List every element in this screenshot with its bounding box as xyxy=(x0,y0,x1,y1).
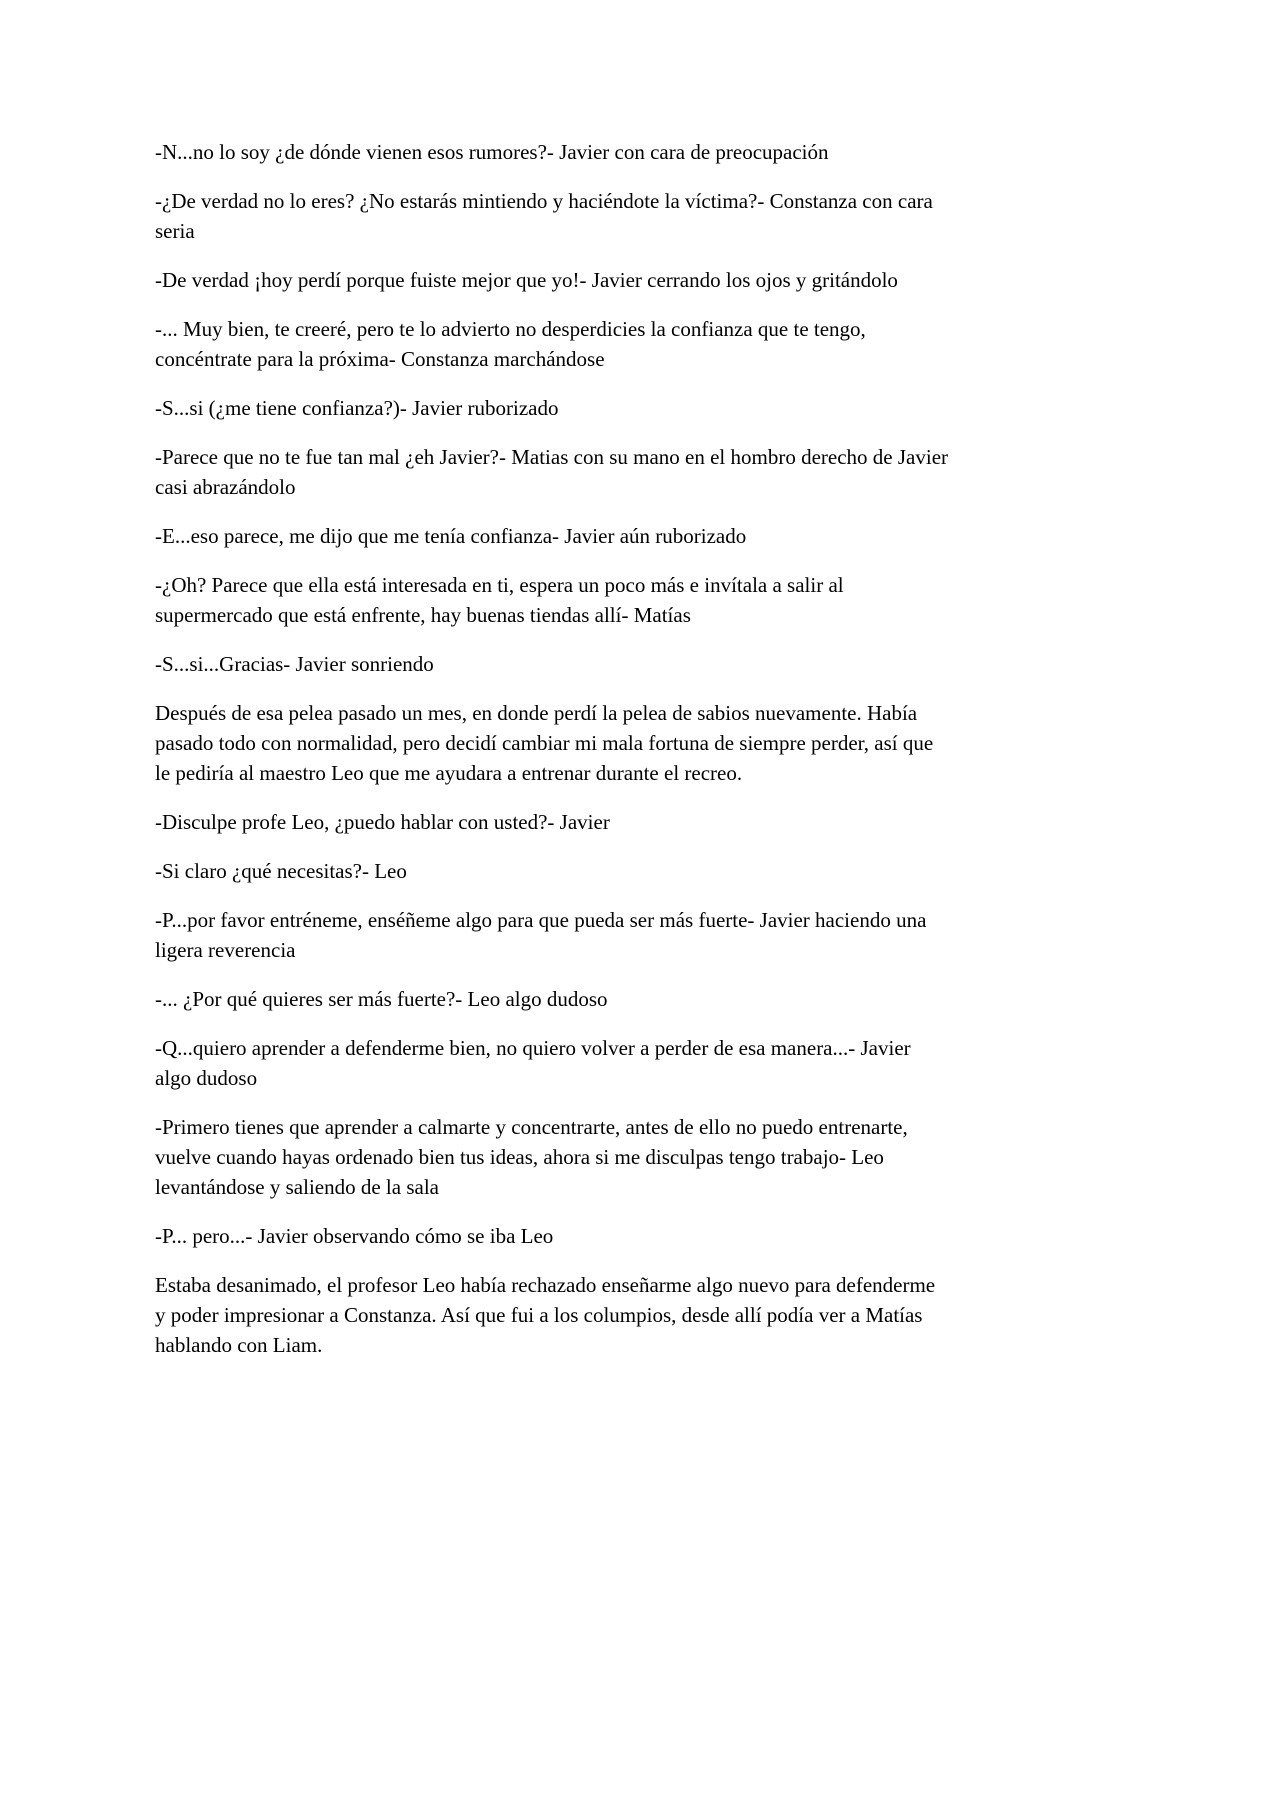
paragraph: -S...si...Gracias- Javier sonriendo xyxy=(155,652,434,676)
paragraph: Después de esa pelea pasado un mes, en donde perdí la pelea de sabios nuevamente. Había pasado todo con normalidad, pero decidí cambiar mi mala fortuna de siempre perder, así que le pediría al maestro Leo que me ayudara a entrenar durante el recreo. xyxy=(155,701,934,785)
paragraph: -Si claro ¿qué necesitas?- Leo xyxy=(155,859,407,883)
paragraph: -... ¿Por qué quieres ser más fuerte?- Leo algo dudoso xyxy=(155,987,608,1011)
paragraph: -¿Oh? Parece que ella está interesada en ti, espera un poco más e invítala a salir al supermercado que está enfrente, hay buenas tiendas allí- Matías xyxy=(155,573,844,627)
paragraph: -¿De verdad no lo eres? ¿No estarás mintiendo y haciéndote la víctima?- Constanza con cara seria xyxy=(155,189,933,243)
paragraph: Estaba desanimado, el profesor Leo había rechazado enseñarme algo nuevo para defenderme y poder impresionar a Constanza. Así que fui a los columpios, desde allí podía ver a Matías hablando con Liam. xyxy=(155,1273,936,1357)
paragraph: -Primero tienes que aprender a calmarte y concentrarte, antes de ello no puedo entrenarte, vuelve cuando hayas ordenado bien tus ideas, ahora si me disculpas tengo trabajo- Leo levantándose y saliendo de la sala xyxy=(155,1115,908,1199)
paragraph: -P...por favor entréneme, enséñeme algo para que pueda ser más fuerte- Javier haciendo una ligera reverencia xyxy=(155,908,927,962)
paragraph: -Disculpe profe Leo, ¿puedo hablar con usted?- Javier xyxy=(155,810,610,834)
paragraph: -P... pero...- Javier observando cómo se iba Leo xyxy=(155,1224,554,1248)
paragraph: -Parece que no te fue tan mal ¿eh Javier?- Matias con su mano en el hombro derecho de Javier casi abrazándolo xyxy=(155,445,949,499)
paragraph: -De verdad ¡hoy perdí porque fuiste mejor que yo!- Javier cerrando los ojos y gritándolo xyxy=(155,268,898,292)
paragraph: -E...eso parece, me dijo que me tenía confianza- Javier aún ruborizado xyxy=(155,524,747,548)
paragraph: -... Muy bien, te creeré, pero te lo advierto no desperdicies la confianza que te tengo, concéntrate para la próxima- Constanza marchándose xyxy=(155,317,866,371)
paragraph: -S...si (¿me tiene confianza?)- Javier ruborizado xyxy=(155,396,559,420)
paragraph: -N...no lo soy ¿de dónde vienen esos rumores?- Javier con cara de preocupación xyxy=(155,140,829,164)
document-content xyxy=(155,137,950,1360)
paragraph: -Q...quiero aprender a defenderme bien, no quiero volver a perder de esa manera...- Javier algo dudoso xyxy=(155,1036,911,1090)
